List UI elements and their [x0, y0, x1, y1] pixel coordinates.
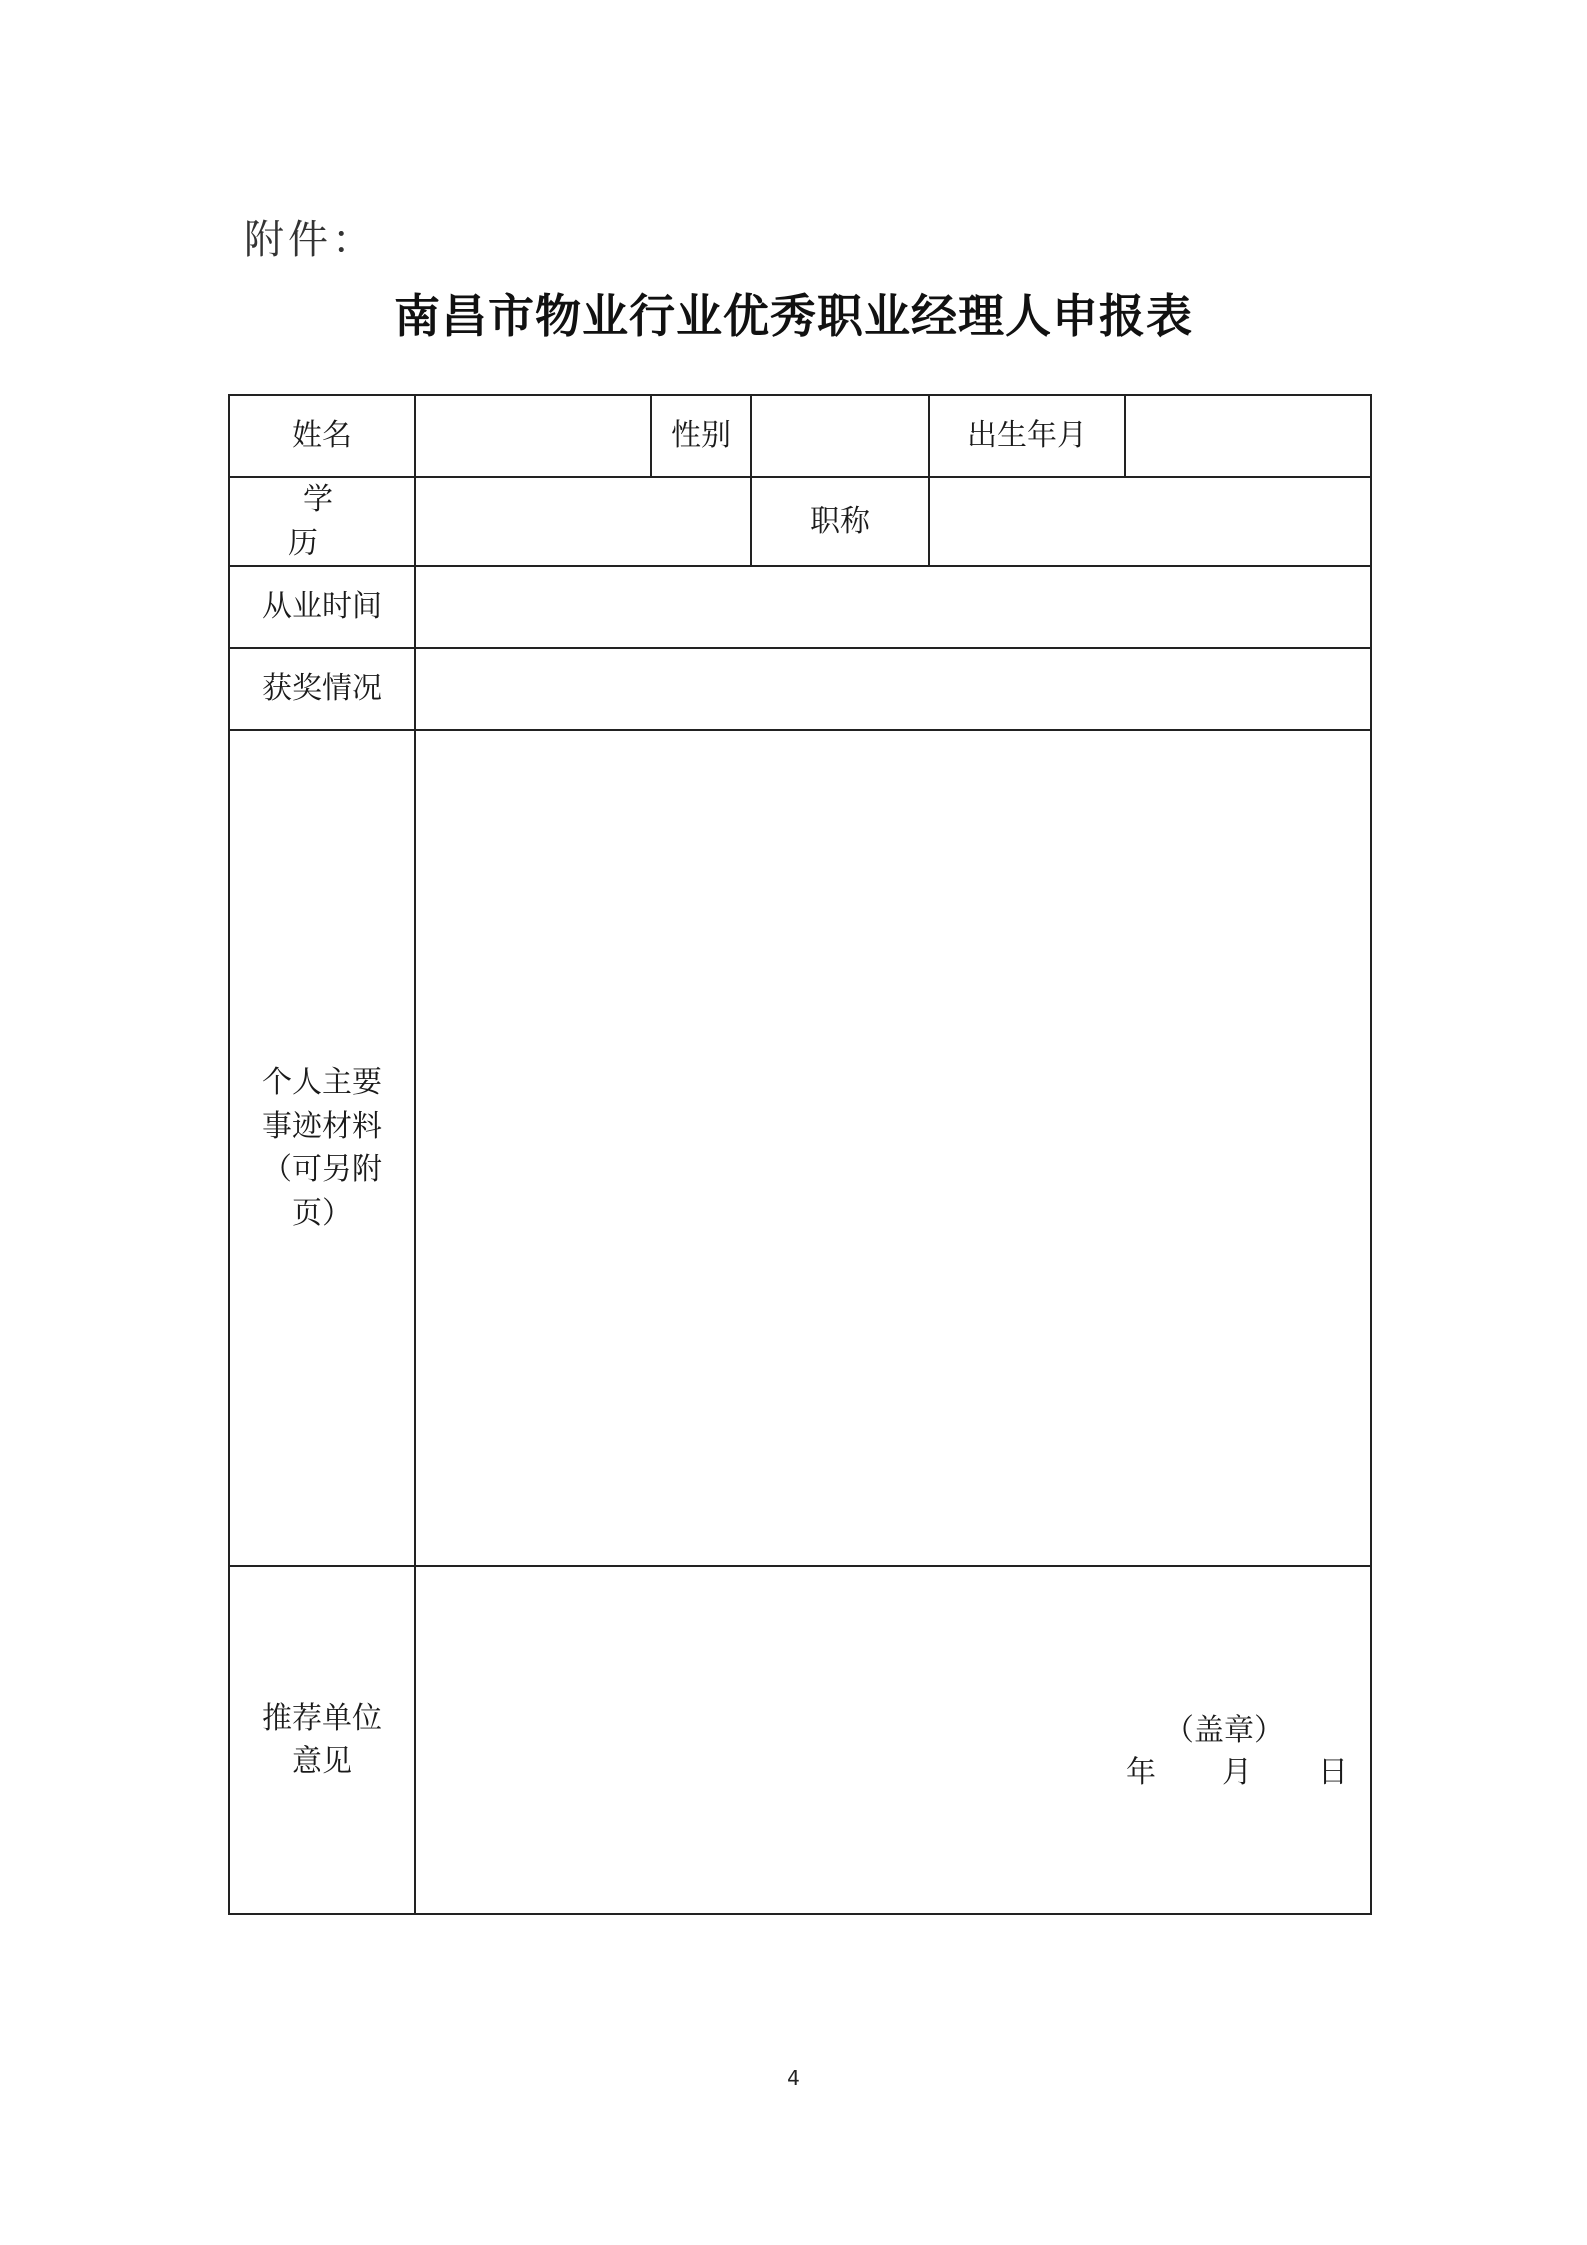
birth-date-field[interactable] — [1125, 395, 1371, 477]
form-row-basic-info — [229, 395, 1371, 477]
form-row-deeds — [229, 730, 1371, 1566]
seal-text: （盖章） — [1164, 1713, 1284, 1748]
recommendation-label-text: 推荐单位意见 — [262, 1700, 382, 1779]
date-day-label: 日 — [1318, 1755, 1348, 1790]
deeds-field[interactable] — [415, 730, 1371, 1566]
attachment-label: 附件： — [244, 217, 376, 263]
form-row-awards — [229, 648, 1371, 730]
professional-title-label: 职称 — [751, 477, 929, 566]
gender-field[interactable] — [751, 395, 929, 477]
form-row-service-time — [229, 566, 1371, 648]
application-form-table — [228, 394, 1372, 1915]
form-row-education — [229, 477, 1371, 566]
date-year-label: 年 — [1126, 1755, 1156, 1790]
education-label — [229, 477, 415, 566]
awards-field[interactable] — [415, 648, 1371, 730]
gender-label: 性别 — [651, 395, 751, 477]
name-label: 姓名 — [229, 395, 415, 477]
education-field[interactable] — [415, 477, 751, 566]
recommendation-label — [229, 1566, 415, 1914]
signature-date — [1126, 1751, 1348, 1795]
deeds-label-text: 个人主要事迹材料（可另附页） — [262, 1065, 382, 1231]
form-row-recommendation — [229, 1566, 1371, 1914]
professional-title-field[interactable] — [929, 477, 1371, 566]
service-time-field[interactable] — [415, 566, 1371, 648]
awards-label: 获奖情况 — [229, 648, 415, 730]
deeds-label — [229, 730, 415, 1566]
service-time-label: 从业时间 — [229, 566, 415, 648]
document-title: 南昌市物业行业优秀职业经理人申报表 — [394, 289, 1193, 343]
name-field[interactable] — [415, 395, 651, 477]
page-number: 4 — [787, 2066, 800, 2090]
birth-date-label: 出生年月 — [929, 395, 1125, 477]
recommendation-field[interactable] — [415, 1566, 1371, 1914]
date-month-label: 月 — [1222, 1755, 1252, 1790]
education-label-text: 学 历 — [288, 482, 371, 561]
